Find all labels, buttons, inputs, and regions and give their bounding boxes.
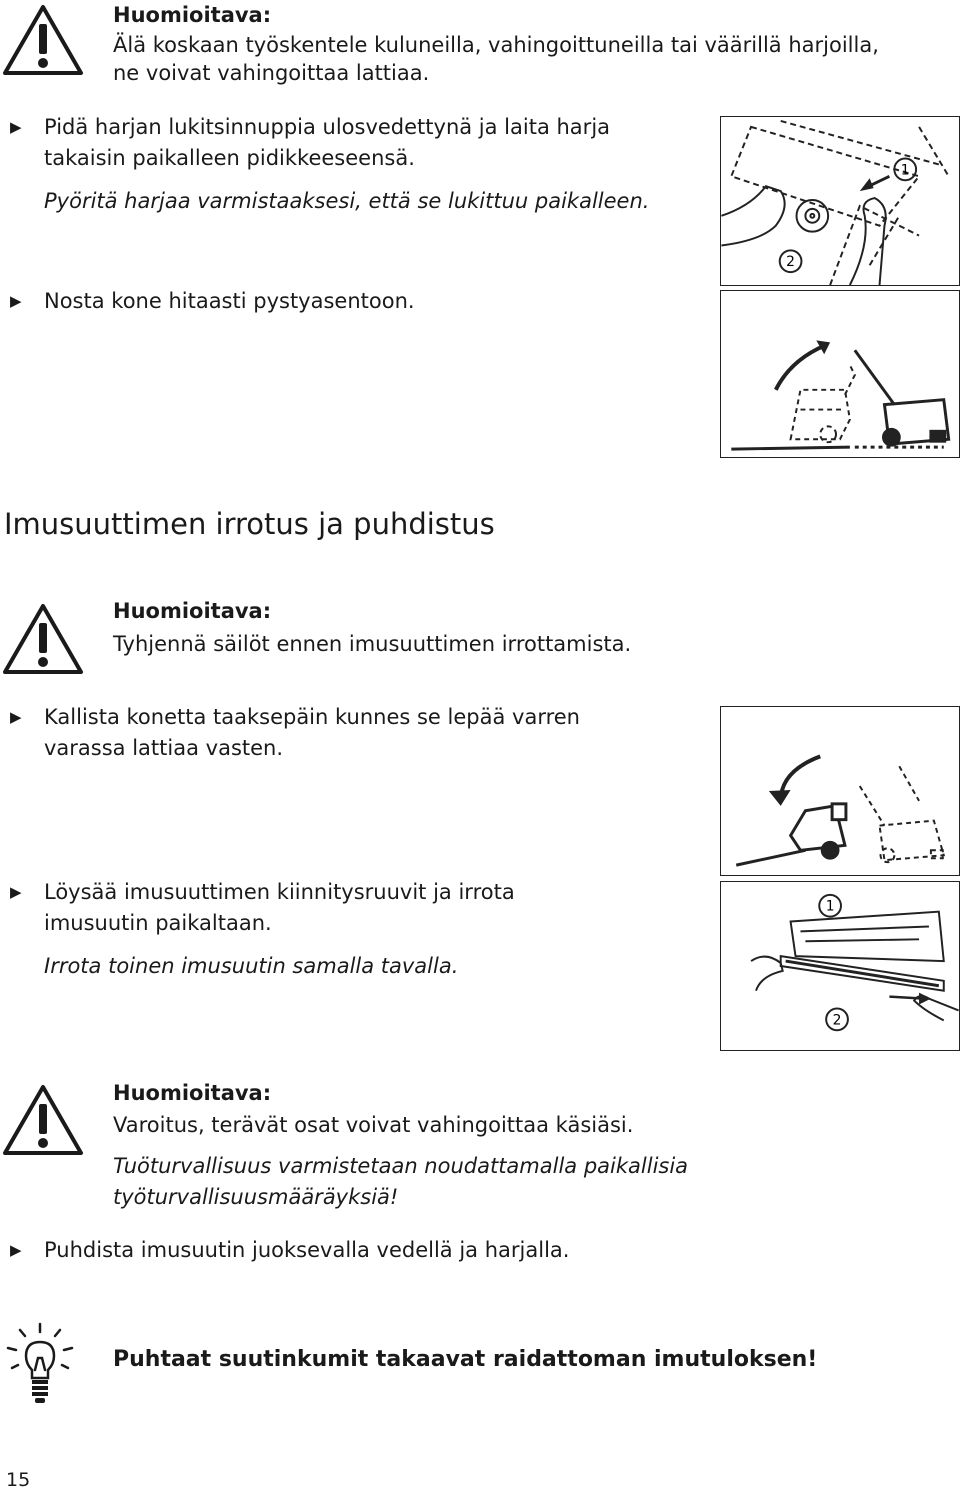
step-note: Pyöritä harjaa varmistaaksesi, että se lukittuu paikalleen. <box>44 189 650 213</box>
tilt-machine-illustration <box>720 706 960 876</box>
callout-2: 2 <box>786 254 795 271</box>
step-text: Löysää imusuuttimen kiinnitysruuvit ja irrota <box>44 880 515 904</box>
warning-text: ne voivat vahingoittaa lattiaa. <box>113 61 430 85</box>
warning-title: Huomioitava: <box>113 3 272 27</box>
callout-1: 1 <box>825 898 835 915</box>
step-text: Pidä harjan lukitsinnuppia ulosvedettynä ja laita harja <box>44 115 611 139</box>
triangle-bullet-icon: ▶ <box>10 292 22 310</box>
triangle-bullet-icon: ▶ <box>10 118 22 136</box>
remove-nozzle-illustration <box>720 881 960 1051</box>
step-text: Puhdista imusuutin juoksevalla vedellä ja harjalla. <box>44 1238 570 1262</box>
triangle-bullet-icon: ▶ <box>10 883 22 901</box>
section-title: Imusuuttimen irrotus ja puhdistus <box>4 507 495 541</box>
step-text: Kallista konetta taaksepäin kunnes se lepää varren <box>44 705 580 729</box>
step-note: Irrota toinen imusuutin samalla tavalla. <box>44 954 459 978</box>
warning-note: Tuöturvallisuus varmistetaan noudattamalla paikallisia <box>113 1154 689 1178</box>
brush-install-illustration <box>720 116 960 286</box>
warning-triangle-icon <box>2 4 84 76</box>
warning-title: Huomioitava: <box>113 599 272 623</box>
warning-text: Varoitus, terävät osat voivat vahingoittaa käsiäsi. <box>113 1113 634 1137</box>
page-number: 15 <box>6 1469 31 1491</box>
warning-title: Huomioitava: <box>113 1081 272 1105</box>
lightbulb-icon <box>4 1320 76 1410</box>
callout-1: 1 <box>900 162 910 179</box>
step-text: Nosta kone hitaasti pystyasentoon. <box>44 289 415 313</box>
triangle-bullet-icon: ▶ <box>10 708 22 726</box>
step-text: varassa lattiaa vasten. <box>44 736 284 760</box>
tip-text: Puhtaat suutinkumit takaavat raidattoman imutuloksen! <box>113 1347 818 1372</box>
callout-2: 2 <box>832 1012 842 1029</box>
warning-triangle-icon <box>2 603 84 675</box>
warning-text: Älä koskaan työskentele kuluneilla, vahingoittuneilla tai väärillä harjoilla, <box>113 33 879 57</box>
triangle-bullet-icon: ▶ <box>10 1241 22 1259</box>
warning-text: Tyhjennä säilöt ennen imusuuttimen irrottamista. <box>113 632 632 656</box>
warning-note: työturvallisuusmääräyksiä! <box>113 1185 399 1209</box>
raise-machine-illustration <box>720 290 960 458</box>
warning-triangle-icon <box>2 1084 84 1156</box>
step-text: imusuutin paikaltaan. <box>44 911 272 935</box>
step-text: takaisin paikalleen pidikkeeseensä. <box>44 146 415 170</box>
